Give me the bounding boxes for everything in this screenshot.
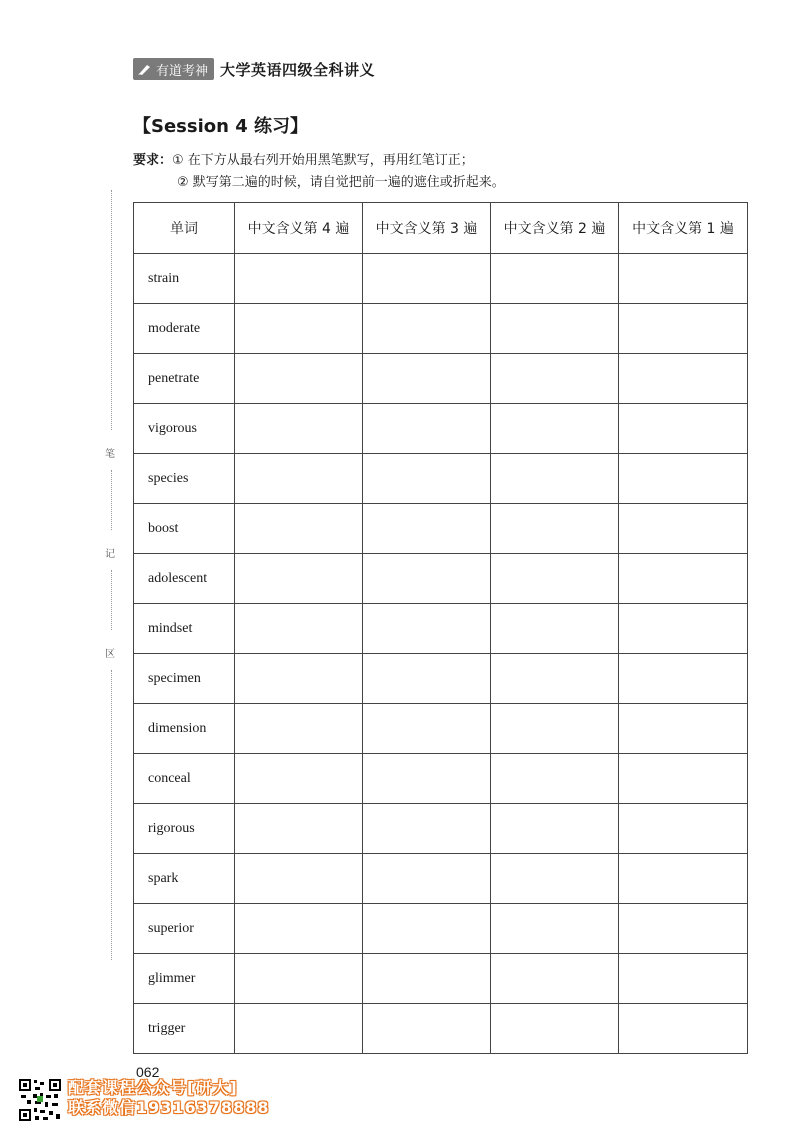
requirement-line-2: ② 默写第二遍的时候，请自觉把前一遍的遮住或折起来。 bbox=[177, 175, 505, 190]
meaning-cell-2 bbox=[491, 504, 619, 554]
logo-text: 有道考神 bbox=[156, 63, 209, 79]
requirement-line-1 bbox=[133, 150, 505, 172]
meaning-cell-4 bbox=[235, 904, 363, 954]
meaning-cell-3 bbox=[363, 304, 491, 354]
vocab-word: dimension bbox=[134, 704, 235, 754]
meaning-cell-4 bbox=[235, 954, 363, 1004]
meaning-cell-3 bbox=[363, 704, 491, 754]
table-row bbox=[134, 954, 748, 1004]
vocab-word: mindset bbox=[134, 604, 235, 654]
meaning-cell-4 bbox=[235, 504, 363, 554]
table-row bbox=[134, 304, 748, 354]
vocab-word: strain bbox=[134, 254, 235, 304]
meaning-cell-4 bbox=[235, 554, 363, 604]
table-row bbox=[134, 604, 748, 654]
vocab-word: glimmer bbox=[134, 954, 235, 1004]
notes-margin-label: 笔 bbox=[105, 449, 115, 460]
meaning-cell-3 bbox=[363, 504, 491, 554]
page-header bbox=[133, 56, 375, 82]
meaning-cell-1 bbox=[619, 654, 748, 704]
requirement-label: 要求： bbox=[133, 153, 173, 168]
vocab-word: vigorous bbox=[134, 404, 235, 454]
meaning-cell-3 bbox=[363, 754, 491, 804]
meaning-cell-4 bbox=[235, 254, 363, 304]
meaning-cell-4 bbox=[235, 604, 363, 654]
meaning-cell-2 bbox=[491, 604, 619, 654]
brand-logo bbox=[133, 58, 214, 80]
vocab-word: trigger bbox=[134, 1004, 235, 1054]
meaning-cell-3 bbox=[363, 454, 491, 504]
meaning-cell-1 bbox=[619, 904, 748, 954]
meaning-cell-1 bbox=[619, 404, 748, 454]
meaning-cell-2 bbox=[491, 654, 619, 704]
promo-banner bbox=[18, 1078, 269, 1122]
meaning-cell-3 bbox=[363, 404, 491, 454]
meaning-cell-1 bbox=[619, 504, 748, 554]
meaning-cell-3 bbox=[363, 554, 491, 604]
vocab-word: penetrate bbox=[134, 354, 235, 404]
table-row bbox=[134, 404, 748, 454]
meaning-cell-2 bbox=[491, 954, 619, 1004]
session-title: 【Session 4 练习】 bbox=[133, 116, 309, 137]
meaning-cell-1 bbox=[619, 704, 748, 754]
meaning-cell-3 bbox=[363, 1004, 491, 1054]
meaning-cell-4 bbox=[235, 754, 363, 804]
table-row bbox=[134, 754, 748, 804]
meaning-cell-4 bbox=[235, 354, 363, 404]
vocabulary-table bbox=[133, 202, 748, 1054]
meaning-cell-2 bbox=[491, 554, 619, 604]
meaning-cell-4 bbox=[235, 704, 363, 754]
qr-code-icon bbox=[18, 1078, 62, 1122]
meaning-cell-2 bbox=[491, 454, 619, 504]
table-row bbox=[134, 704, 748, 754]
meaning-cell-4 bbox=[235, 1004, 363, 1054]
pen-icon bbox=[137, 62, 153, 76]
meaning-cell-1 bbox=[619, 254, 748, 304]
meaning-cell-2 bbox=[491, 754, 619, 804]
meaning-cell-2 bbox=[491, 404, 619, 454]
page-number: 062 bbox=[136, 1064, 160, 1080]
meaning-cell-1 bbox=[619, 454, 748, 504]
meaning-cell-4 bbox=[235, 804, 363, 854]
table-row bbox=[134, 504, 748, 554]
header-meaning-4: 中文含义第 4 遍 bbox=[235, 203, 363, 254]
notes-margin-rule bbox=[111, 190, 112, 430]
table-row bbox=[134, 804, 748, 854]
vocab-word: conceal bbox=[134, 754, 235, 804]
meaning-cell-4 bbox=[235, 854, 363, 904]
table-row bbox=[134, 654, 748, 704]
book-title: 大学英语四级全科讲义 bbox=[220, 60, 376, 79]
meaning-cell-1 bbox=[619, 854, 748, 904]
meaning-cell-4 bbox=[235, 454, 363, 504]
meaning-cell-2 bbox=[491, 904, 619, 954]
table-row bbox=[134, 1004, 748, 1054]
meaning-cell-1 bbox=[619, 604, 748, 654]
meaning-cell-3 bbox=[363, 354, 491, 404]
meaning-cell-1 bbox=[619, 804, 748, 854]
vocab-word: moderate bbox=[134, 304, 235, 354]
vocab-word: rigorous bbox=[134, 804, 235, 854]
promo-line-2: 联系微信19316378888 bbox=[68, 1098, 270, 1117]
vocab-word: specimen bbox=[134, 654, 235, 704]
meaning-cell-1 bbox=[619, 304, 748, 354]
header-meaning-1: 中文含义第 1 遍 bbox=[619, 203, 748, 254]
header-meaning-2: 中文含义第 2 遍 bbox=[491, 203, 619, 254]
meaning-cell-2 bbox=[491, 804, 619, 854]
meaning-cell-4 bbox=[235, 304, 363, 354]
vocab-word: superior bbox=[134, 904, 235, 954]
meaning-cell-3 bbox=[363, 904, 491, 954]
vocab-word: species bbox=[134, 454, 235, 504]
meaning-cell-3 bbox=[363, 954, 491, 1004]
meaning-cell-3 bbox=[363, 854, 491, 904]
meaning-cell-3 bbox=[363, 804, 491, 854]
table-row bbox=[134, 454, 748, 504]
table-row bbox=[134, 554, 748, 604]
header-meaning-3: 中文含义第 3 遍 bbox=[363, 203, 491, 254]
meaning-cell-2 bbox=[491, 304, 619, 354]
meaning-cell-3 bbox=[363, 254, 491, 304]
table-header-row bbox=[134, 203, 748, 254]
meaning-cell-1 bbox=[619, 354, 748, 404]
table-row bbox=[134, 904, 748, 954]
notes-margin-label: 记 bbox=[105, 549, 115, 560]
header-word: 单词 bbox=[134, 203, 235, 254]
table-row bbox=[134, 854, 748, 904]
requirements bbox=[133, 150, 505, 194]
notes-margin-rule bbox=[111, 570, 112, 630]
meaning-cell-1 bbox=[619, 954, 748, 1004]
requirement-text-1: ① 在下方从最右列开始用黑笔默写，再用红笔订正； bbox=[172, 153, 474, 168]
vocab-word: spark bbox=[134, 854, 235, 904]
meaning-cell-2 bbox=[491, 854, 619, 904]
meaning-cell-4 bbox=[235, 404, 363, 454]
meaning-cell-2 bbox=[491, 1004, 619, 1054]
vocab-word: adolescent bbox=[134, 554, 235, 604]
meaning-cell-4 bbox=[235, 654, 363, 704]
meaning-cell-1 bbox=[619, 754, 748, 804]
notes-margin-rule bbox=[111, 670, 112, 960]
promo-line-1: 配套课程公众号[研大] bbox=[68, 1078, 238, 1097]
meaning-cell-3 bbox=[363, 654, 491, 704]
meaning-cell-1 bbox=[619, 1004, 748, 1054]
meaning-cell-2 bbox=[491, 704, 619, 754]
meaning-cell-2 bbox=[491, 254, 619, 304]
table-row bbox=[134, 254, 748, 304]
meaning-cell-2 bbox=[491, 354, 619, 404]
table-row bbox=[134, 354, 748, 404]
meaning-cell-1 bbox=[619, 554, 748, 604]
notes-margin-rule bbox=[111, 470, 112, 530]
meaning-cell-3 bbox=[363, 604, 491, 654]
vocab-word: boost bbox=[134, 504, 235, 554]
notes-margin-label: 区 bbox=[105, 649, 115, 660]
